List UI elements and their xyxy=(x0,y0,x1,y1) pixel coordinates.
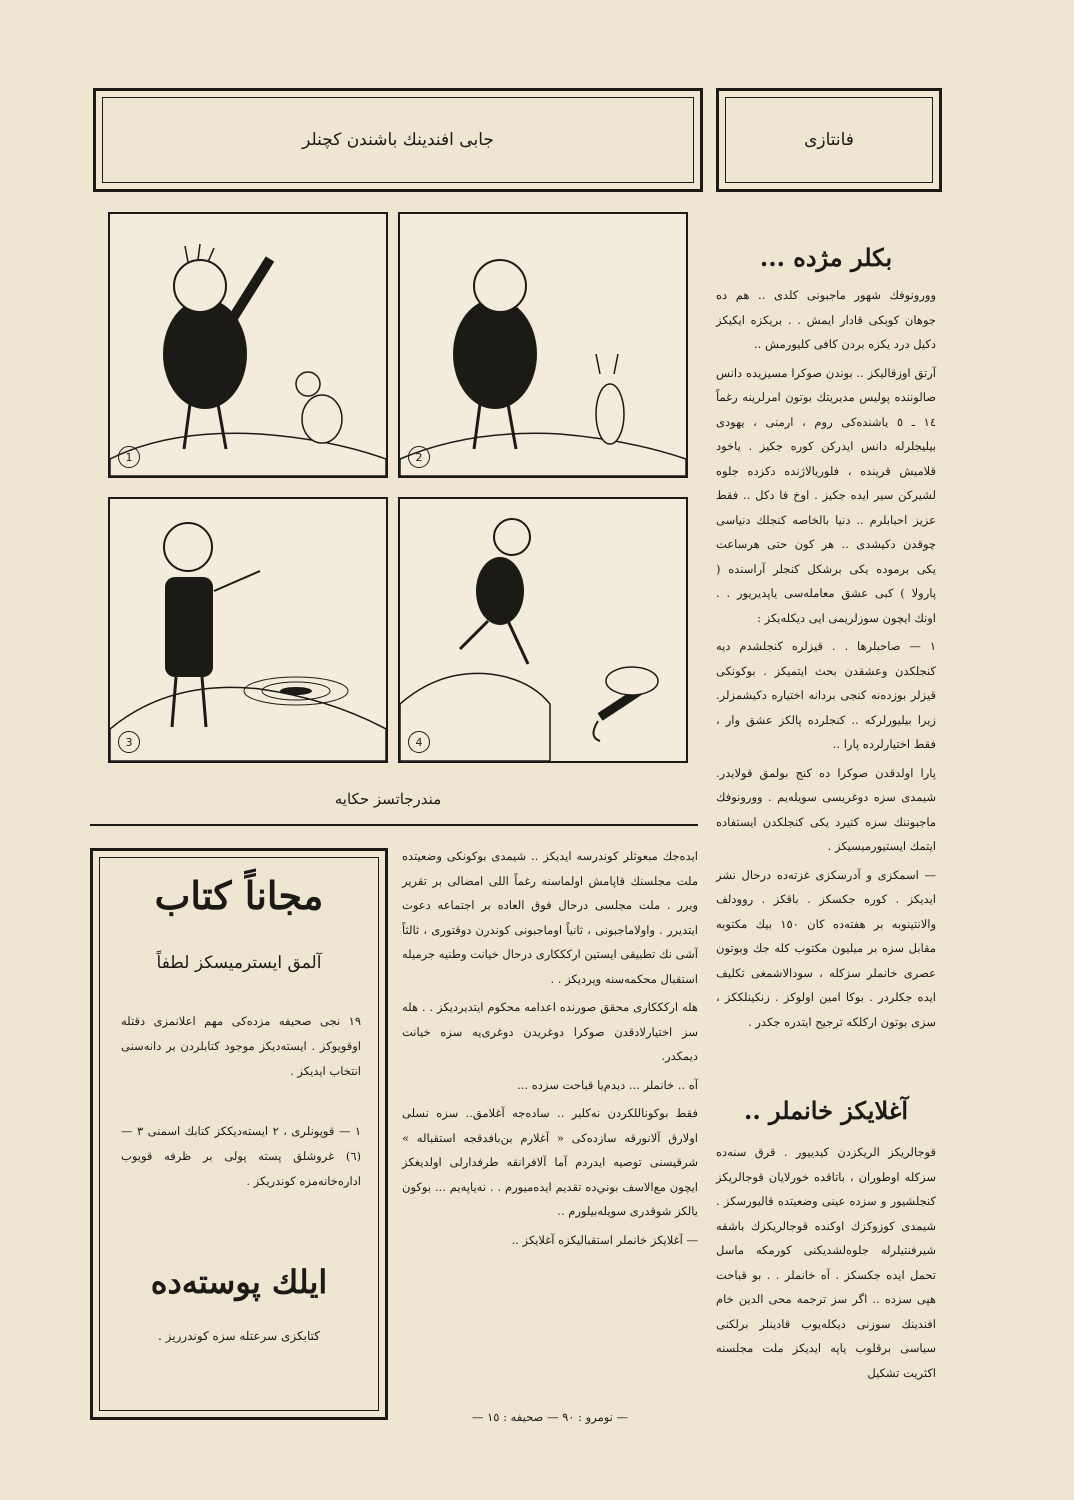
paragraph: — اسمكزی و آدرسكزی غزته‌ده درحال نشر ایدیكز . كوره جكسكز . باقكز . روودلف والانتینوبه بر هفته‌ده كان ١٥٠ بیك مكتوبه مقابل سزه بر میلیون مكتوب كله جك وبوتون عصری خانملر سزكله ، سودالاشمغی تكلیف ایده جكلردر . بوكا امین اولوكز . زنكینلككز ، سزی بوتون اركلكه ترجیح ایتدره جكدر . xyxy=(716,867,937,1029)
panel-number: 3 xyxy=(118,731,140,753)
paragraph: — آغلایكز خانملر استقباليكزه آغلایكز .. xyxy=(511,1232,698,1247)
paragraph: هله اركككاری محقق صورنده اعدامه محكوم ایتدیردیكز . . هله سز اختیارلادقدن صوكرا دوغریدن دوغری‌یه سزه خیانت دیمكدر. xyxy=(402,1000,698,1063)
panel-3-drawing xyxy=(110,499,386,761)
ad-instructions: ١ — قوپونلری ، ٢ ایسته‌دیككز كتابك اسمنی ٣ — (٦) غروشلق پسته پولی بر ظرفه قویوب اداره‌خانه‌مزه كوندریكز . xyxy=(121,1124,361,1188)
center-article-body xyxy=(402,844,698,1256)
right-article-body xyxy=(716,283,936,1038)
ad-footer-text: كتابكزی سرعتله سزه كوندرریز . xyxy=(158,1329,320,1343)
panel-number: 1 xyxy=(118,446,140,468)
comic-panel-1 xyxy=(108,212,388,478)
paragraph: فقط بوكوناللكردن نه‌كلیر .. ساده‌جه آغلامق.. سزه نسلی اولارق آلانورقه سازده‌كی « آغلارم بن‌بافدقجه استقباله » شرقیسنی توصیه ایدردم آما آلافرانقه طرفدارلی اولدیغكز ایچون مع‌الاسف بوني‌ده تقدیم ایده‌میورم . . نه‌یاپه‌یم ... بوكون یالكز شوقدری سویله‌بیلورم .. xyxy=(402,1106,698,1218)
comic-caption: مندرجاتسز حكایه xyxy=(334,790,442,808)
right-article-2-body xyxy=(716,1140,936,1389)
panel-1-drawing xyxy=(110,214,386,476)
header-right-box xyxy=(716,88,942,192)
paragraph: پارا اولدقدن صوكرا ده كنج بولمق قولایدر. شیمدی سزه دوغریسی سویله‌یم . وورونوفك ماجبوننك سزه كتیرد یكی كنجلكدن ایستفاده ایتمك ایستیورمیسیكز . xyxy=(716,765,936,853)
paragraph: وورونوفك شهور ماجبونی كلدی .. هم ده جوهان كوبكی قادار ایمش . . بریكزه ایكیكز دكیل درد یكزه بردن كافی كلیورمش .. xyxy=(716,288,936,351)
ad-box xyxy=(90,848,388,1420)
header-left-title: جابی افندینك باشندن كچنلر xyxy=(302,130,494,150)
header-left-box xyxy=(93,88,703,192)
paragraph: آه .. خانملر ... دیدم‌یا قباحت سزده ... xyxy=(517,1077,698,1092)
page-number: — نومرو : ٩٠ — صحیفه : ١٥ — xyxy=(471,1410,629,1424)
ad-footer-title: ایلك پوسته‌ده xyxy=(150,1263,328,1301)
paragraph: ایده‌جك مبعوثلر كوندرسه ایدیكز .. شیمدی بوكونكی وضعیتده ملت مجلسنك قاپامش اولماسنه رغماً اللی امضالی بر تقریر ویرر . ملت مجلسی درحال فوق العاده بر اجتماعه دعوت ایتدیرر . واولاماجبونی ، ثانیاً اوماجبونی كوندرن دوقتوری ، ثالثاً آشی نك تطبیقی ایستین اركككاری درحال خیانت وطنیه جرمیله استقبال محكمه‌سنه ویردیكز . . xyxy=(402,849,698,986)
panel-2-drawing xyxy=(400,214,686,476)
comic-panel-4 xyxy=(398,497,688,763)
panel-number: 2 xyxy=(408,446,430,468)
paragraph: آرتق اوزقالیكز .. بوندن صوكرا مسیزیده دانس صالوننده پولیس مدیریتك بوتون امرلرینه رغماً ١٤ ـ ٥ یاشنده‌كی روم ، ارمنی ، یهودی بیلیجلرله دانس ایدركن كوره جكیز . یاخود قلامیش قرینده ، فلوریالاژنده دكزده جلوه لشیركن سیر ایده جكیز . اوخ فا دكل .. فقط عزیز احبابلرم .. دنیا بالخاصه كنجلك دنیاسی چوقدن دكیشدی .. هر كون حتی هرساعت یكی برموده یكی برشكل كنجلر آراسنده ( پارولا ) كبی عشق معامله‌سی یاپدیریور . . اونك ایچون سوزلریمی ایی دیكله‌یكز : xyxy=(716,365,937,625)
comic-panel-3 xyxy=(108,497,388,763)
ad-title: مجاناً كتاب xyxy=(154,873,324,918)
comic-strip xyxy=(108,212,684,788)
right-article-2-heading: آغلایكز خانملر .. xyxy=(743,1096,909,1125)
divider xyxy=(90,824,698,826)
header-right-title: فانتازی xyxy=(804,130,854,150)
paragraph: قوجالریكز الریكزدن كیدییور . قرق سنه‌ده سزكله اوطوران ، باتاقده خورلایان قوجالریكز كنجلشیور و سزده عینی وضعیتده قالیورسكز . شیمدی كوزوكزك اوكنده قوجالریكزك باشقه شیرفنتیلرله جلوه‌لشدیكنی كورمكه ماسل تحمل ایده جكسكز . آه خانملر . . بو قباحت هپی سزده .. اگر سز ترجمه محی الدین خام افندینك سوزنی دیكله‌یوب قادینلر برلكنی سیاسی برقلوب یاپه ایدیكز ملت مجلسنه اكثریت تشكیل xyxy=(716,1145,936,1380)
comic-panel-2 xyxy=(398,212,688,478)
ad-subtitle: آلمق ایسترمیسكز لطفاً xyxy=(156,953,322,973)
panel-4-drawing xyxy=(400,499,686,761)
panel-number: 4 xyxy=(408,731,430,753)
paragraph: ١ — صاحبلرها . . قیزلره كنجلشدم دیه كنجلكدن وعشقدن بحث ایتمیكز . بوكونكی قیزلر بوزده‌نه كنجی بردانه اختیاره دكیشمزلر. زیرا بیلیورلركه .. كنجلرده پالكز عشق وار ، فقط اختیارلرده پارا .. xyxy=(716,639,936,751)
right-article-heading: بكلر مژده ... xyxy=(759,243,893,272)
ad-body: ١٩ نجی صحیفه مزده‌كی مهم اعلانمزی دقتله اوقویوكز . ایسته‌دیكز موجود كتابلردن بر دانه‌سنی انتخاب ایدیكز . xyxy=(121,1014,361,1078)
